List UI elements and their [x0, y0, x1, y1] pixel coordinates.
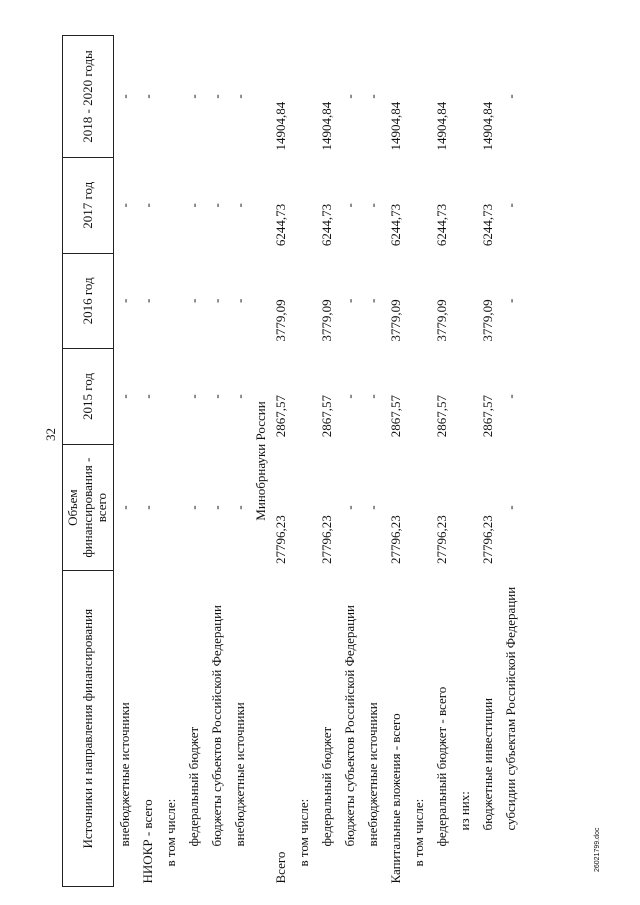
- row-value: 14904,84: [273, 101, 289, 151]
- page-number: 32: [43, 428, 58, 441]
- row-label: внебюджетные источники: [232, 702, 248, 847]
- row-value: 2867,57: [273, 395, 289, 438]
- row-value: [454, 157, 477, 253]
- row-value: [293, 36, 316, 158]
- column-header: 2016 год: [63, 253, 114, 349]
- row-value: -: [140, 394, 156, 399]
- row-value: 2867,57: [480, 395, 496, 438]
- row-value: 27796,23: [319, 515, 335, 564]
- row-label: бюджеты субъектов Российской Федерации: [209, 605, 225, 847]
- row-value: -: [117, 505, 133, 510]
- row-value: 6244,73: [434, 203, 450, 247]
- table-row: [137, 36, 160, 887]
- row-value: [293, 444, 316, 571]
- row-value: 2867,57: [434, 395, 450, 438]
- row-value: -: [232, 505, 248, 510]
- row-value: -: [186, 203, 202, 208]
- row-value: 14904,84: [434, 101, 450, 151]
- row-label: бюджеты субъектов Российской Федерации: [342, 605, 358, 847]
- table-row: [183, 36, 206, 887]
- row-value: -: [209, 203, 225, 208]
- row-value: -: [232, 203, 248, 208]
- row-value: [293, 157, 316, 253]
- row-value: [160, 349, 183, 445]
- row-value: -: [503, 203, 519, 208]
- row-value: [160, 444, 183, 571]
- row-value: -: [186, 94, 202, 99]
- row-value: -: [503, 505, 519, 510]
- table-row: [454, 36, 477, 887]
- row-value: 3779,09: [319, 299, 335, 342]
- row-value: 14904,84: [480, 101, 496, 151]
- row-value: -: [209, 394, 225, 399]
- row-label: федеральный бюджет: [186, 726, 202, 847]
- row-value: 6244,73: [273, 203, 289, 247]
- row-value: -: [503, 394, 519, 399]
- table-row: [477, 36, 500, 887]
- column-header: 2017 год: [63, 157, 114, 253]
- row-value: -: [365, 94, 381, 99]
- row-label: федеральный бюджет: [319, 726, 335, 847]
- row-value: [160, 253, 183, 349]
- row-value: [160, 157, 183, 253]
- row-value: -: [232, 394, 248, 399]
- row-value: 6244,73: [319, 203, 335, 247]
- table-row: [385, 36, 408, 887]
- row-value: [454, 36, 477, 158]
- row-value: -: [117, 94, 133, 99]
- row-label: федеральный бюджет - всего: [434, 686, 450, 847]
- row-value: -: [232, 298, 248, 304]
- row-value: [408, 157, 431, 253]
- table-row: [270, 36, 293, 887]
- row-value: [454, 349, 477, 445]
- row-value: -: [209, 298, 225, 304]
- row-label: НИОКР - всего: [140, 799, 156, 884]
- row-label: в том числе:: [411, 798, 427, 867]
- row-value: -: [140, 298, 156, 304]
- row-value: -: [342, 203, 358, 208]
- row-value: 2867,57: [319, 395, 335, 438]
- row-value: -: [365, 298, 381, 304]
- table-row: [160, 36, 183, 887]
- row-value: -: [503, 298, 519, 304]
- row-value: -: [365, 505, 381, 510]
- row-value: -: [117, 394, 133, 399]
- row-value: [408, 253, 431, 349]
- row-value: -: [232, 94, 248, 99]
- row-value: -: [365, 394, 381, 399]
- table-row: [316, 36, 339, 887]
- row-value: [408, 444, 431, 571]
- row-value: [454, 444, 477, 571]
- row-value: -: [140, 203, 156, 208]
- document-footer-code: 26021799.doc: [594, 827, 601, 872]
- row-label: из них:: [457, 791, 473, 831]
- row-label: внебюджетные источники: [365, 702, 381, 847]
- row-label: в том числе:: [296, 798, 312, 867]
- row-label: в том числе:: [163, 798, 179, 867]
- column-header: Объем финансирования - всего: [63, 444, 114, 571]
- row-value: 27796,23: [388, 515, 404, 564]
- row-value: 2867,57: [388, 395, 404, 438]
- row-value: 3779,09: [273, 299, 289, 342]
- table-header: [63, 36, 114, 887]
- section-title: Минобрнауки России: [252, 401, 268, 521]
- row-value: -: [209, 505, 225, 510]
- row-value: -: [186, 298, 202, 304]
- row-value: 3779,09: [434, 299, 450, 342]
- row-value: [454, 253, 477, 349]
- row-value: -: [503, 94, 519, 99]
- table-row: [339, 36, 362, 887]
- column-header: 2015 год: [63, 349, 114, 445]
- section-row: [252, 36, 270, 887]
- table-row: [229, 36, 252, 887]
- row-value: [293, 253, 316, 349]
- row-value: [408, 349, 431, 445]
- row-value: -: [342, 298, 358, 304]
- row-value: 14904,84: [388, 101, 404, 151]
- row-value: [408, 36, 431, 158]
- row-value: -: [342, 94, 358, 99]
- column-header: 2018 - 2020 годы: [63, 36, 114, 158]
- row-value: -: [140, 505, 156, 510]
- row-value: 27796,23: [434, 515, 450, 564]
- row-value: -: [209, 94, 225, 99]
- row-value: 14904,84: [319, 101, 335, 151]
- row-value: [293, 349, 316, 445]
- column-header: Источники и направления финансирования: [63, 571, 114, 887]
- row-value: 6244,73: [388, 203, 404, 247]
- row-value: -: [342, 505, 358, 510]
- table-body: [113, 36, 523, 887]
- row-value: -: [186, 394, 202, 399]
- row-label: внебюджетные источники: [117, 702, 133, 847]
- row-label: Капитальные вложения - всего: [388, 713, 404, 884]
- row-label: субсидии субъектам Российской Федерации: [503, 586, 519, 831]
- row-value: [160, 36, 183, 158]
- row-value: -: [117, 203, 133, 208]
- row-value: -: [140, 94, 156, 99]
- table-row: [113, 36, 137, 887]
- table-row: [408, 36, 431, 887]
- table-row: [206, 36, 229, 887]
- table-row: [362, 36, 385, 887]
- row-value: -: [117, 298, 133, 304]
- table-row: [293, 36, 316, 887]
- row-value: -: [186, 505, 202, 510]
- row-value: 3779,09: [480, 299, 496, 342]
- row-value: 27796,23: [480, 515, 496, 564]
- row-value: 6244,73: [480, 203, 496, 247]
- row-value: 27796,23: [273, 515, 289, 564]
- financing-table: [62, 35, 523, 887]
- financing-table-frame: [62, 35, 602, 887]
- row-label: бюджетные инвестиции: [480, 697, 496, 831]
- table-row: [431, 36, 454, 887]
- table-row: [500, 36, 523, 887]
- row-value: -: [365, 203, 381, 208]
- row-value: -: [342, 394, 358, 399]
- row-label: Всего: [273, 851, 289, 884]
- row-value: 3779,09: [388, 299, 404, 342]
